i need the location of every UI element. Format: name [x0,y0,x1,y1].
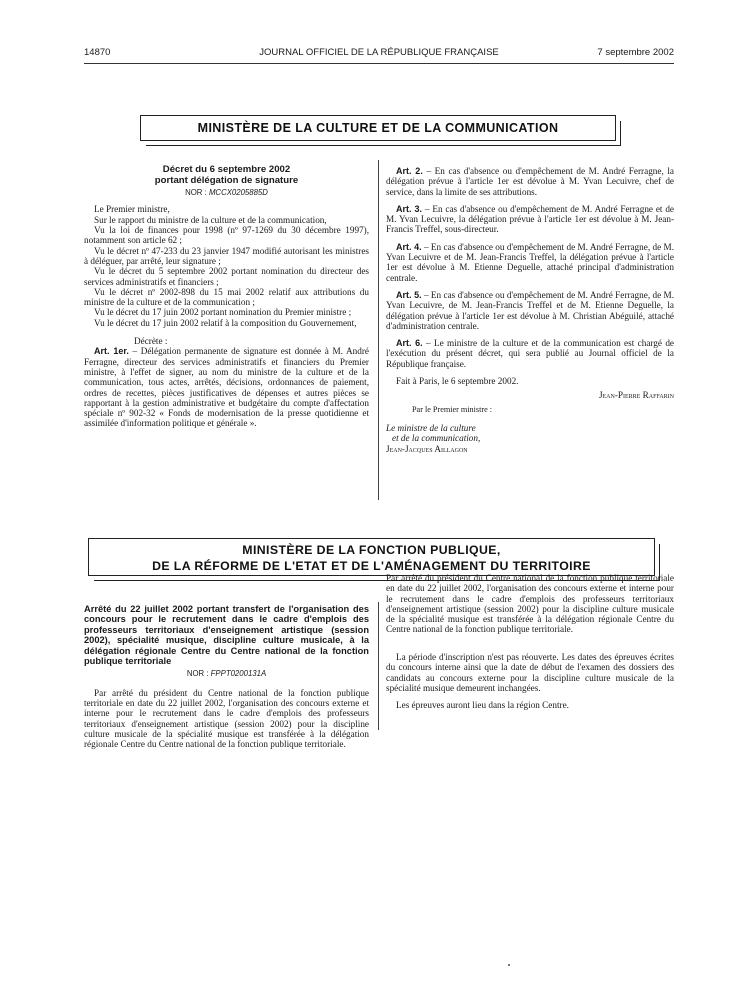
article-text: – Délégation permanente de signature est donnée à M. André Ferragne, directeur des services administratifs et financiers du Premier ministre, à l'effet de signer, au nom du ministre de la culture et de la communication, tous actes, arrêtés, décisions, ordonnances de paiement, ordres de recettes, pièces justificatives de dépenses et autres pièces se rapportant à la gestion administrative et budgétaire du compte d'affectation spéciale nº 902-32 « Fonds de modernisation de la presse quotidienne et assimilée d'information politique et générale ». [84,346,369,429]
scan-speck [508,964,510,966]
preamble-line: Vu le décret du 5 septembre 2002 portant nomination du directeur des services administratifs et financiers ; [84,266,369,287]
ministry-culture-box [140,115,616,141]
arrete-paragraph-2: La période d'inscription n'est pas réouverte. Les dates des épreuves écrites du concours interne ainsi que la date de début de l'examen des dossiers des candidats au concours externe pour la discipline culture musicale de la spécialité musique demeurent inchangées. [386,652,674,693]
minister-name: Jean-Jacques Aillagon [386,443,468,454]
minister-role-line2: et de la communication, [392,433,481,444]
article-1 [84,346,369,428]
column-divider [378,160,379,500]
article-label: Art. 5. [396,289,422,300]
decree-title-line1: Décret du 6 septembre 2002 [162,164,291,175]
preamble-line: Vu le décret du 17 juin 2002 portant nomination du Premier ministre ; [94,307,352,318]
page-header [84,47,674,61]
signatory-name: Jean-Pierre Raffarin [598,390,674,401]
preamble-line: Vu le décret du 17 juin 2002 relatif à la composition du Gouvernement, [94,317,357,328]
issue-date: 7 septembre 2002 [597,47,674,58]
article-2 [386,166,674,197]
decrete-label: Décrète : [134,336,168,347]
decree-nor [84,188,369,198]
ministry-fonction-publique-box [88,538,655,576]
arrete-paragraph-3: Les épreuves auront lieu dans la région Centre. [396,700,569,711]
article-text: – En cas d'absence ou d'empêchement de M. André Ferragne, de M. Yvan Lecuivre et de M. Jean-Francis Treffel, la délégation prévue à l'article 1er est dévolue à M. Etienne Deguelle, attaché principal d'administration centrale. [386,241,674,283]
column-divider [378,602,379,730]
arrete-nor-label: NOR : [186,669,209,679]
preamble-line: Sur le rapport du ministre de la culture et de la communication, [94,214,327,225]
header-rule [84,63,674,64]
article-3 [386,204,674,235]
decree-nor-label: NOR : [185,188,207,198]
ministry-fonction-line2: DE LA RÉFORME DE L'ETAT ET DE L'AMÉNAGEMENT DU TERRITOIRE [152,559,591,573]
arrete-nor-code: FPPT0200131A [210,669,267,679]
arrete-left-column [84,604,369,750]
article-6 [386,338,674,369]
article-label: Art. 1er. [94,346,129,357]
preamble-line: Vu la loi de finances pour 1998 (nº 97-1269 du 30 décembre 1997), notamment son article 62 ; [84,225,369,246]
article-text: – En cas d'absence ou d'empêchement de M. André Ferragne, la délégation prévue à l'article 1er est dévolue à M. Yvan Lecuivre, chef de service, dans la limite de ses attributions. [386,166,674,197]
article-label: Art. 4. [396,241,422,252]
par-le-premier-ministre: Par le Premier ministre : [412,404,493,414]
decree-nor-code: MCCX0205885D [208,188,268,198]
article-label: Art. 6. [396,338,423,349]
ministry-culture-title: MINISTÈRE DE LA CULTURE ET DE LA COMMUNICATION [197,121,559,135]
article-text: – En cas d'absence ou d'empêchement de M. André Ferragne et de M. Yvan Lecuivre, la délégation prévue à l'article 1er est dévolue à M. Jean-Francis Treffel, sous-directeur. [386,203,674,235]
preamble-line: Le Premier ministre, [94,204,170,215]
arrete-right-column [386,573,674,711]
preamble-line: Vu le décret nº 47-233 du 23 janvier 1947 modifié autorisant les ministres à déléguer, par arrêté, leur signature ; [84,245,369,266]
decree-left-column [84,165,369,429]
decree-title [84,165,369,186]
arrete-paragraph-1: Par arrêté du président du Centre national de la fonction publique territoriale en date du 22 juillet 2002, l'organisation des concours externe et interne pour le recrutement dans le cadre d'emplois des professeurs territoriaux d'enseignement artistique (session 2002) pour la discipline culture musicale de la spécialité musique est transférée à la délégation régionale Centre du Centre national de la fonction publique territoriale. [84,687,369,750]
decree-right-column [386,166,674,454]
ministry-fonction-line1: MINISTÈRE DE LA FONCTION PUBLIQUE, [242,543,501,557]
journal-title: JOURNAL OFFICIEL DE LA RÉPUBLIQUE FRANÇAISE [259,47,499,58]
minister-role-line1: Le ministre de la culture [386,422,476,433]
article-label: Art. 2. [396,166,423,176]
arrete-paragraph-1-overflow: Par arrêté du président du Centre national de la fonction publique territoriale en date du 22 juillet 2002, l'organisation des concours externe et interne pour le recrutement dans le cadre d'emplois des professeurs territoriaux d'enseignement artistique (session 2002) pour la discipline culture musicale de la spécialité musique est transférée à la délégation régionale Centre du Centre national de la fonction publique territoriale. [386,573,674,635]
page-number: 14870 [84,47,111,58]
arrete-nor [84,669,369,679]
article-5 [386,290,674,331]
arrete-title: Arrêté du 22 juillet 2002 portant transfert de l'organisation des concours pour le recrutement dans le cadre d'emplois des professeurs territoriaux d'enseignement artistique (session 2002), spécialité musique, discipline culture musicale, à la délégation régionale Centre du Centre national de la fonction publique territoriale [84,604,369,667]
article-text: – Le ministre de la culture et de la communication est chargé de l'exécution du présent décret, qui sera publié au Journal officiel de la République française. [386,338,675,369]
article-text: – En cas d'absence ou d'empêchement de M. André Ferragne, de M. Yvan Lecuivre, de M. Jean-Francis Treffel et de M. Etienne Deguelle, la délégation prévue à l'article 1er est dévolue à M. Christian Abéguilé, attaché d'administration centrale. [386,289,674,331]
preamble-line: Vu le décret nº 2002-898 du 15 mai 2002 relatif aux attributions du ministre de la culture et de la communication ; [84,286,369,308]
fait-line: Fait à Paris, le 6 septembre 2002. [396,376,519,387]
article-label: Art. 3. [396,203,423,214]
article-4 [386,242,674,283]
arrete-paragraph-1-continued [386,573,674,645]
decree-title-line2: portant délégation de signature [154,174,299,186]
